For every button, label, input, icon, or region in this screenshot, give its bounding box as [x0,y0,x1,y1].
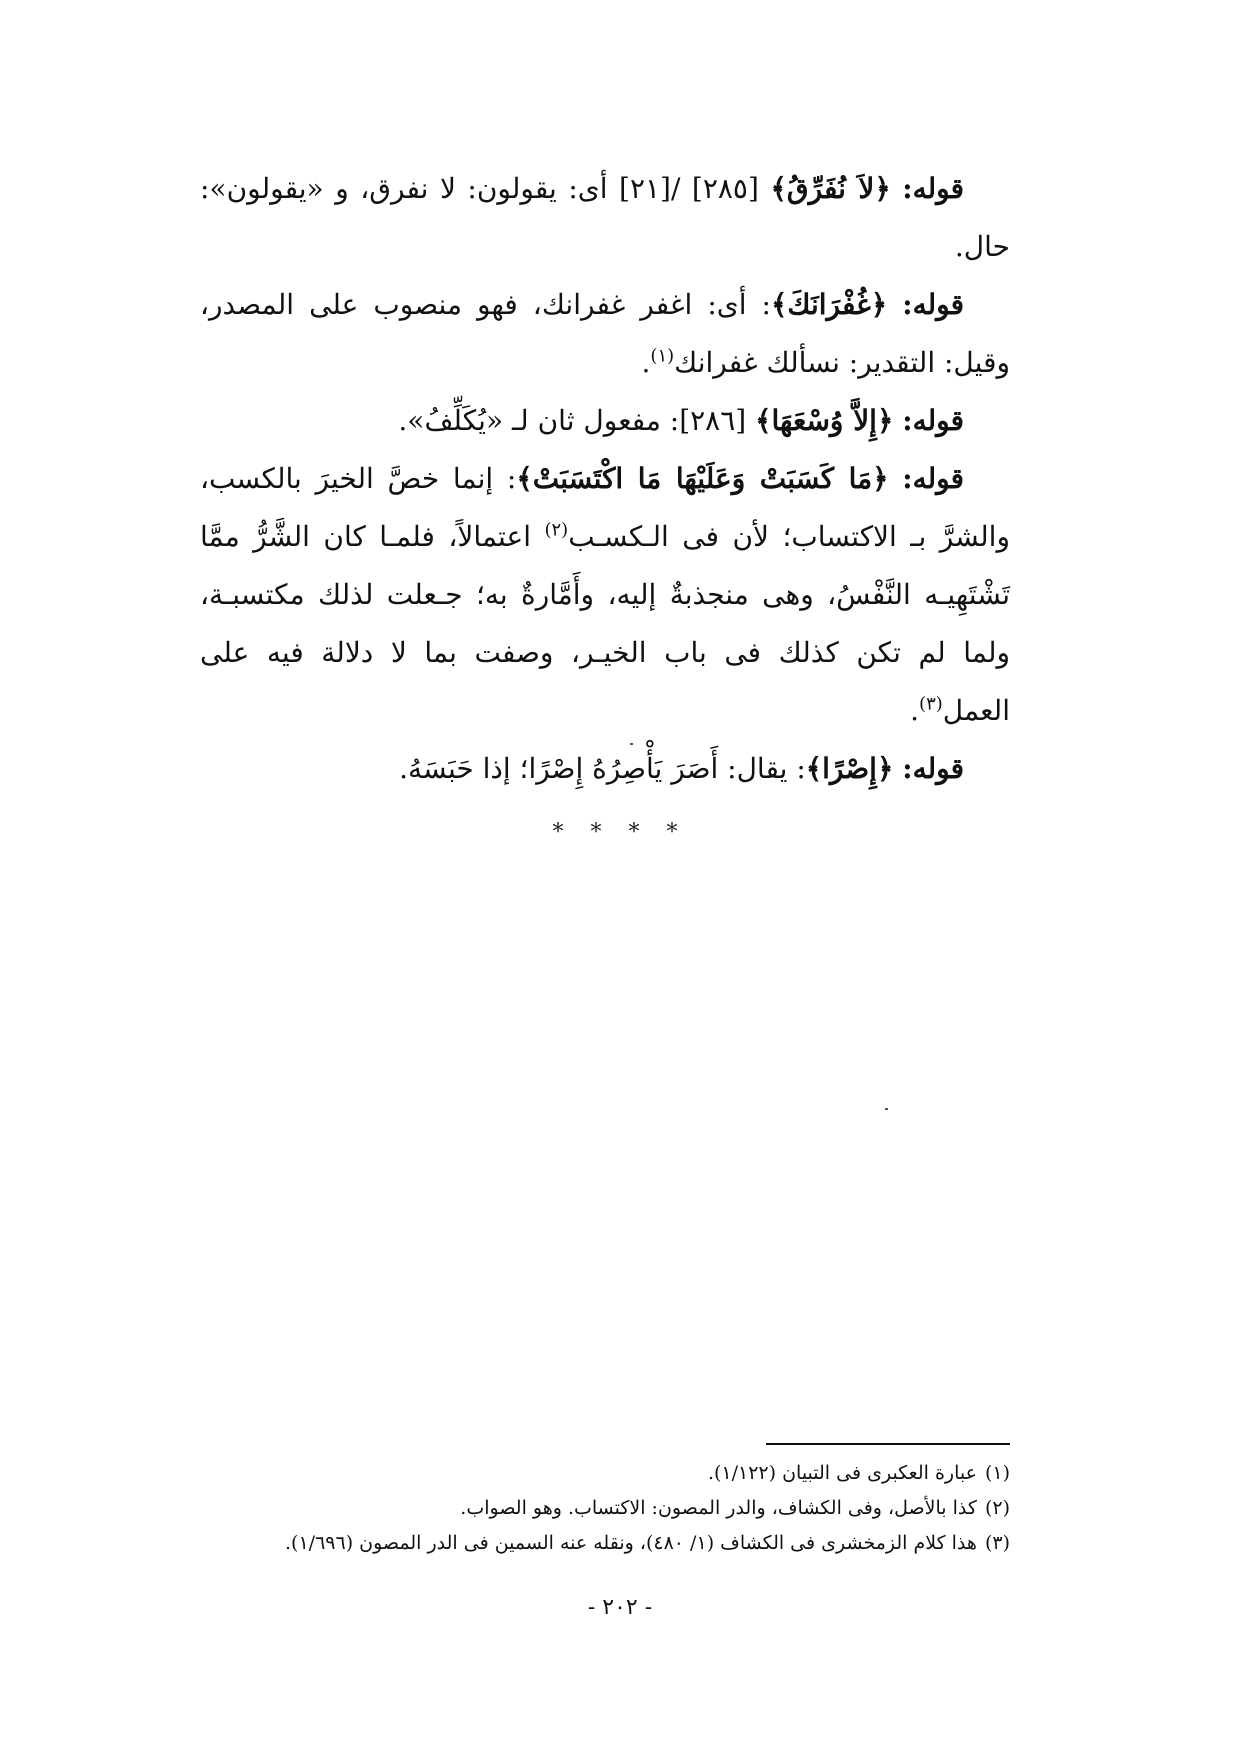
paragraph-2 [200,276,1010,392]
footnote-text: عبارة العكبرى فى التبيان (١/١٢٢). [707,1462,977,1484]
paragraph-text: [٢٨٥] /[٢١] أى: يقولون: لا نفرق، و «يقولون»: حال. [200,172,1010,263]
scan-speck [885,1108,888,1110]
scan-speck [630,743,633,745]
paragraph-lead: قوله: [902,752,964,785]
paragraph-lead: قوله: [902,288,964,321]
paragraph-lead: قوله: [902,404,964,437]
quran-quote: ﴿مَا كَسَبَتْ وَعَلَيْهَا مَا اكْتَسَبَتْ﴾ [516,462,889,495]
footnote-marker: (٢) [544,519,569,541]
footnote-3 [190,1526,1010,1561]
paragraph-text-end: . [910,694,920,727]
section-separator: * * * * [552,820,688,845]
paragraph-text: : أى: اغفر غفرانك، فهو منصوب على المصدر، وقيل: التقدير: نسألك غفرانك [200,288,1010,379]
paragraph-text-middle: اعتمالاً، فلمـا كان الشَّرُّ ممَّا تَشْتَهِيـه النَّفْسُ، وهى منجذبةٌ إليه، وأَمَّارةٌ به؛ جـعلت لذلك مكتسبـة، ولما لم تكن كذلك فى باب الخيـر، وصفت بما لا دلالة فيه على العمل [200,520,1010,727]
quran-quote: ﴿إِلاَّ وُسْعَهَا﴾ [755,404,894,437]
paragraph-text-end: . [641,346,651,379]
paragraph-text: [٢٨٦]: مفعول ثان لـ «يُكَلِّفُ». [398,404,747,437]
footnote-rule [766,1443,1010,1445]
quran-quote: ﴿إِصْرًا﴾ [805,752,894,785]
footnotes [190,1456,1010,1561]
footnote-number: (٣) [984,1532,1010,1554]
footnote-text: كذا بالأصل، وفى الكشاف، والدر المصون: الاكتساب. وهو الصواب. [460,1497,977,1519]
paragraph-lead: قوله: [902,462,964,495]
paragraph-text: : يقال: أَصَرَ يَأْصِرُهُ إِصْرًا؛ إذا حَبَسَهُ. [399,752,806,785]
paragraph-lead: قوله: [902,172,964,205]
paragraph-3 [200,392,1010,450]
paragraph-text: : إنما خصَّ الخيرَ بالكسب، والشرَّ بـ الاكتساب؛ لأن فى الـكسـب [200,462,1010,553]
footnote-text: هذا كلام الزمخشرى فى الكشاف (١/ ٤٨٠)، ونقله عنه السمين فى الدر المصون (١/٦٩٦). [285,1532,977,1554]
footnote-number: (١) [984,1462,1010,1484]
paragraph-4 [200,450,1010,740]
footnote-1 [190,1456,1010,1491]
footnote-2 [190,1491,1010,1526]
quran-quote: ﴿لاَ نُفَرِّقُ﴾ [770,172,891,205]
paragraph-1 [200,160,1010,276]
footnote-marker: (١) [650,345,675,367]
main-text [200,160,1010,798]
page-number: - ٢٠٢ - [587,1595,653,1620]
paragraph-5 [200,740,1010,798]
footnote-marker: (٣) [919,693,943,715]
quran-quote: ﴿غُفْرَانَكَ﴾ [770,288,888,321]
footnote-number: (٢) [984,1497,1010,1519]
